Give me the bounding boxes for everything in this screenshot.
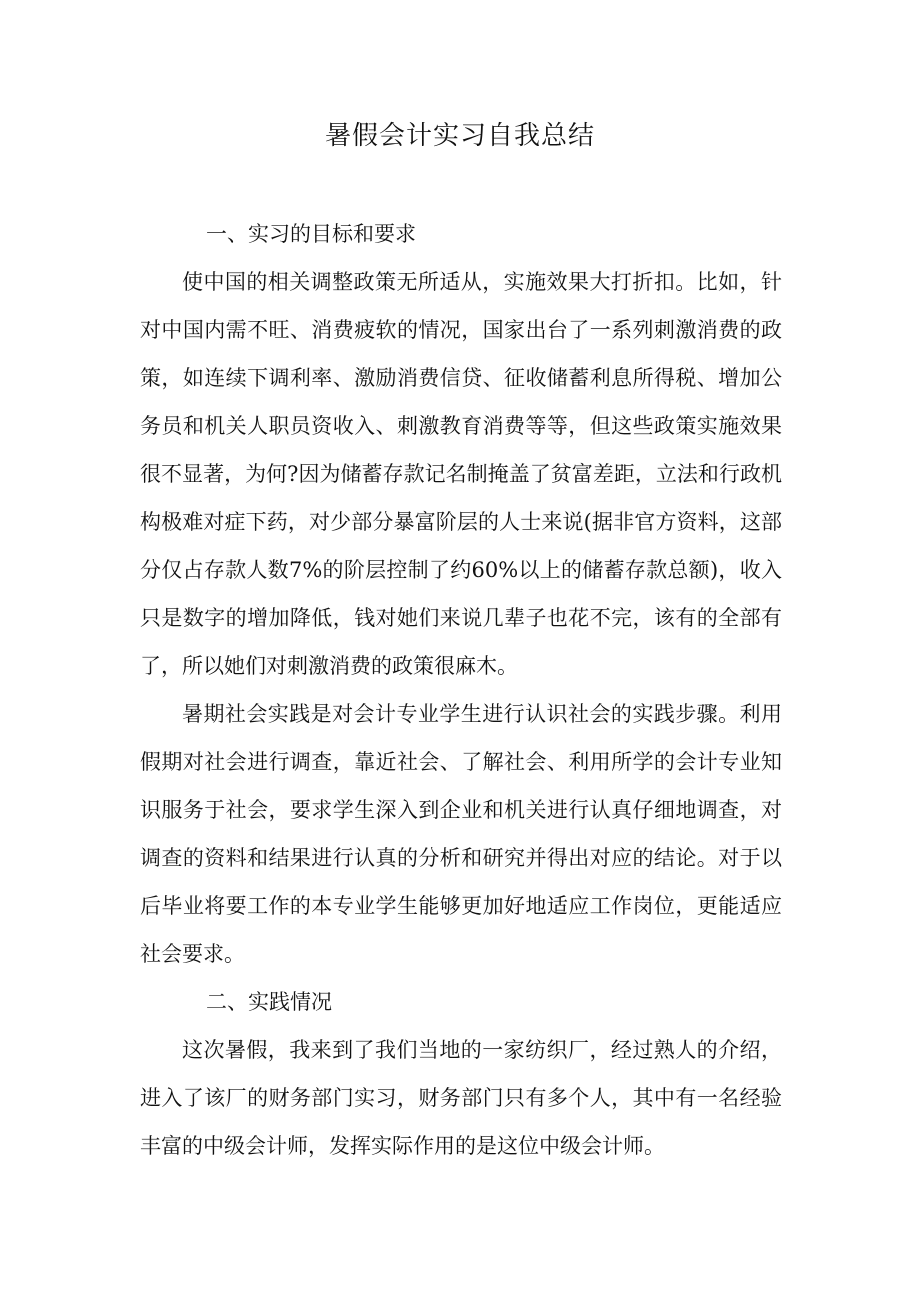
paragraph-3: 这次暑假，我来到了我们当地的一家纺织厂，经过熟人的介绍，进入了该厂的财务部门实习，财务部门只有多个人，其中有一名经验丰富的中级会计师，发挥实际作用的是这位中级会计师。 [140,1038,782,1158]
paragraph-1: 使中国的相关调整政策无所适从，实施效果大打折扣。比如，针对中国内需不旺、消费疲软的情况，国家出台了一系列刺激消费的政策，如连续下调利率、激励消费信贷、征收储蓄利息所得税、增加公务员和机关人职员资收入、刺激教育消费等等，但这些政策实施效果很不显著，为何?因为储蓄存款记名制掩盖了贫富差距，立法和行政机构极难对症下药，对少部分暴富阶层的人士来说(据非官方资料，这部分仅占存款人数7%的阶层控制了约60%以上的储蓄存款总额)，收入只是数字的增加降低，钱对她们来说几辈子也花不完，该有的全部有了，所以她们对刺激消费的政策很麻木。 [140,270,782,678]
document-title: 暑假会计实习自我总结 [324,121,595,151]
section-heading-1: 一、实习的目标和要求 [206,222,416,246]
document-body [140,210,782,1170]
paragraph-2: 暑期社会实践是对会计专业学生进行认识社会的实践步骤。利用假期对社会进行调查，靠近社会、了解社会、利用所学的会计专业知识服务于社会，要求学生深入到企业和机关进行认真仔细地调查，对调查的资料和结果进行认真的分析和研究并得出对应的结论。对于以后毕业将要工作的本专业学生能够更加好地适应工作岗位，更能适应社会要求。 [140,702,782,966]
section-heading-2: 二、实践情况 [206,990,332,1014]
